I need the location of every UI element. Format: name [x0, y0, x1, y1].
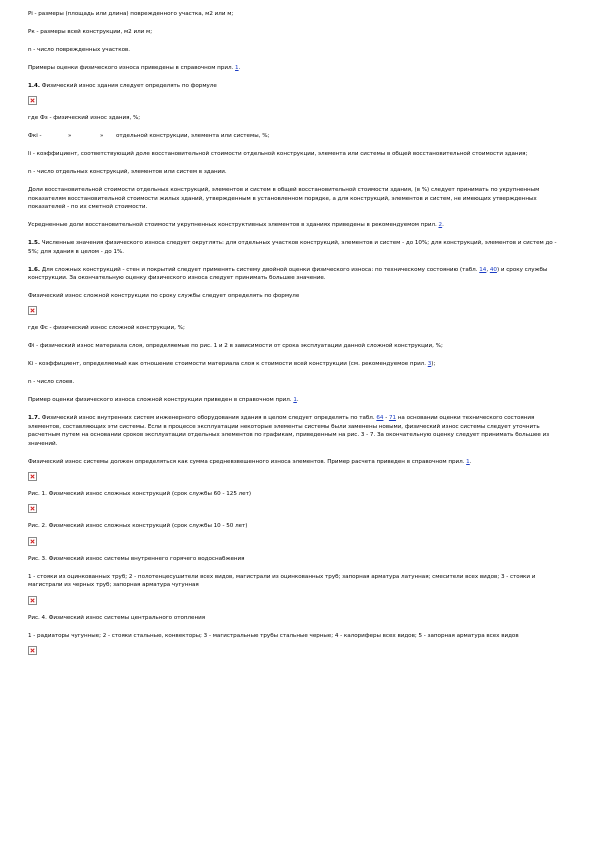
figure-3-legend: 1 - стояки из оцинкованных труб; 2 - полотенцесушители всех видов, магистрали из оцинкованных труб; запорная арматура латунная; смесители всех видов; 3 - стояки и магистрали из черных труб; запорная арматура чугунная — [28, 573, 536, 589]
figure-3-caption: Рис. 3. Физический износ системы внутреннего горячего водоснабжения — [28, 555, 245, 562]
figure-1-caption: Рис. 1. Физический износ сложных конструкций (срок службы 60 - 125 лет) — [28, 491, 251, 498]
appendix-1-link[interactable]: 1 — [235, 65, 239, 71]
broken-image-icon — [28, 646, 37, 655]
paragraph-li: li - коэффициент, соответствующий доле восстановительной стоимости отдельной конструкции, элемента или системы в общей восстановительной стоимости здания; — [28, 151, 528, 158]
section-1-6: 1.6. Для сложных конструкций - стен и покрытий следует применять систему двойной оценки физического износа: по техническому состоянию (табл. 14, 40) и сроку службы конструкции. За окончательную оценку физического износа следует принимать большее значение. — [28, 266, 548, 282]
table-71-link[interactable]: 71 — [388, 415, 397, 422]
paragraph-ki: Ki - коэффициент, определяемый как отношение стоимости материала слоя к стоимости всей конструкции (см. рекомендуемое прил. 3); — [28, 361, 436, 368]
broken-image-icon — [28, 472, 37, 481]
table-14-link[interactable]: 14 — [479, 266, 487, 273]
section-1-5: 1.5. Численные значения физического износа следует округлять: для отдельных участков конструкций, элементов и систем - до 10%; для конструкций, элементов и систем до - 5%; для здания в целом - до 1%. — [28, 240, 557, 255]
figure-2-caption: Рис. 2. Физический износ сложных конструкций (срок службы 10 - 50 лет) — [28, 523, 248, 530]
paragraph-pi: Pi - размеры (площадь или длина) поврежденного участка, м2 или м; — [28, 11, 234, 17]
broken-image-icon — [28, 596, 37, 605]
paragraph-layers: n - число слоев. — [28, 379, 75, 386]
paragraph-shares: Доли восстановительной стоимости отдельных конструкций, элементов и систем в общей восстановительной стоимости здания, (в %) следует принимать по укрупненным показателям восстановительной стоимости жилых зданий, утвержденным в установленном порядке, а для конструкций, элементов и систем, не имеющих утвержденных показателей - по их сметной стоимости. — [28, 187, 540, 211]
paragraph-examples: Примеры оценки физического износа приведены в справочном прил. 1. — [28, 65, 241, 71]
appendix-2-link[interactable]: 2 — [438, 222, 443, 229]
paragraph-pk: Pк - размеры всей конструкции, м2 или м; — [28, 29, 153, 35]
paragraph-fc: где Фс - физический износ сложной конструкции, %; — [28, 325, 185, 332]
broken-image-icon — [28, 306, 37, 315]
paragraph-fz: где Фз - физический износ здания, %; — [28, 115, 141, 122]
appendix-1-link[interactable]: 1 — [293, 397, 297, 404]
figure-4-caption: Рис. 4. Физический износ системы центрального отопления — [28, 614, 206, 621]
broken-image-icon — [28, 504, 37, 513]
section-1-7: 1.7. Физический износ внутренних систем инженерного оборудования здания в целом следует определять по табл. 64 - 71 на основании оценки технического состояния элементов, составляющих эти системы. Если в процессе эксплуатации некоторые элементы системы были заменены новыми, физический износ системы следует уточнить расчетным путем на основании сроков эксплуатации отдельных элементов по графикам, приведенным на рис. 3 - 7. За окончательную оценку следует принимать большее из значений. — [28, 415, 550, 447]
paragraph-complex-formula: Физический износ сложной конструкции по сроку службы следует определять по формуле — [28, 293, 300, 300]
broken-image-icon — [28, 537, 37, 546]
paragraph-n-systems: n - число отдельных конструкций, элементов или систем в здании. — [28, 169, 227, 176]
document-page — [28, 10, 568, 664]
paragraph-average-shares: Усредненные доли восстановительной стоимости укрупненных конструктивных элементов в зданиях приведены в рекомендуемом прил. 2. — [28, 222, 444, 229]
paragraph-system-wear: Физический износ системы должен определяться как сумма средневзвешенного износа элементов. Пример расчета приведен в справочном прил. 1. — [28, 458, 472, 465]
paragraph-fki: Фкi - » » отдельной конструкции, элемента или системы, %; — [28, 133, 270, 140]
appendix-3-link[interactable]: 3 — [427, 361, 432, 368]
paragraph-fi: Фi - физический износ материала слоя, определяемые по рис. 1 и 2 в зависимости от срока эксплуатации данной сложной конструкции, %; — [28, 343, 443, 350]
appendix-1-link[interactable]: 1 — [466, 458, 470, 465]
paragraph-n: n - число поврежденных участков. — [28, 47, 131, 53]
section-1-4: 1.4. Физический износ здания следует определять по формуле — [28, 83, 217, 89]
paragraph-example-complex: Пример оценки физического износа сложной конструкции приведен в справочном прил. 1. — [28, 397, 299, 404]
table-64-link[interactable]: 64 — [376, 415, 384, 422]
table-40-link[interactable]: 40 — [489, 266, 497, 273]
figure-4-legend: 1 - радиаторы чугунные; 2 - стояки стальные, конвекторы; 3 - магистральные трубы стальные черные; 4 - калориферы всех видов; 5 - запорная арматура всех видов — [28, 632, 519, 639]
broken-image-icon — [28, 96, 37, 105]
